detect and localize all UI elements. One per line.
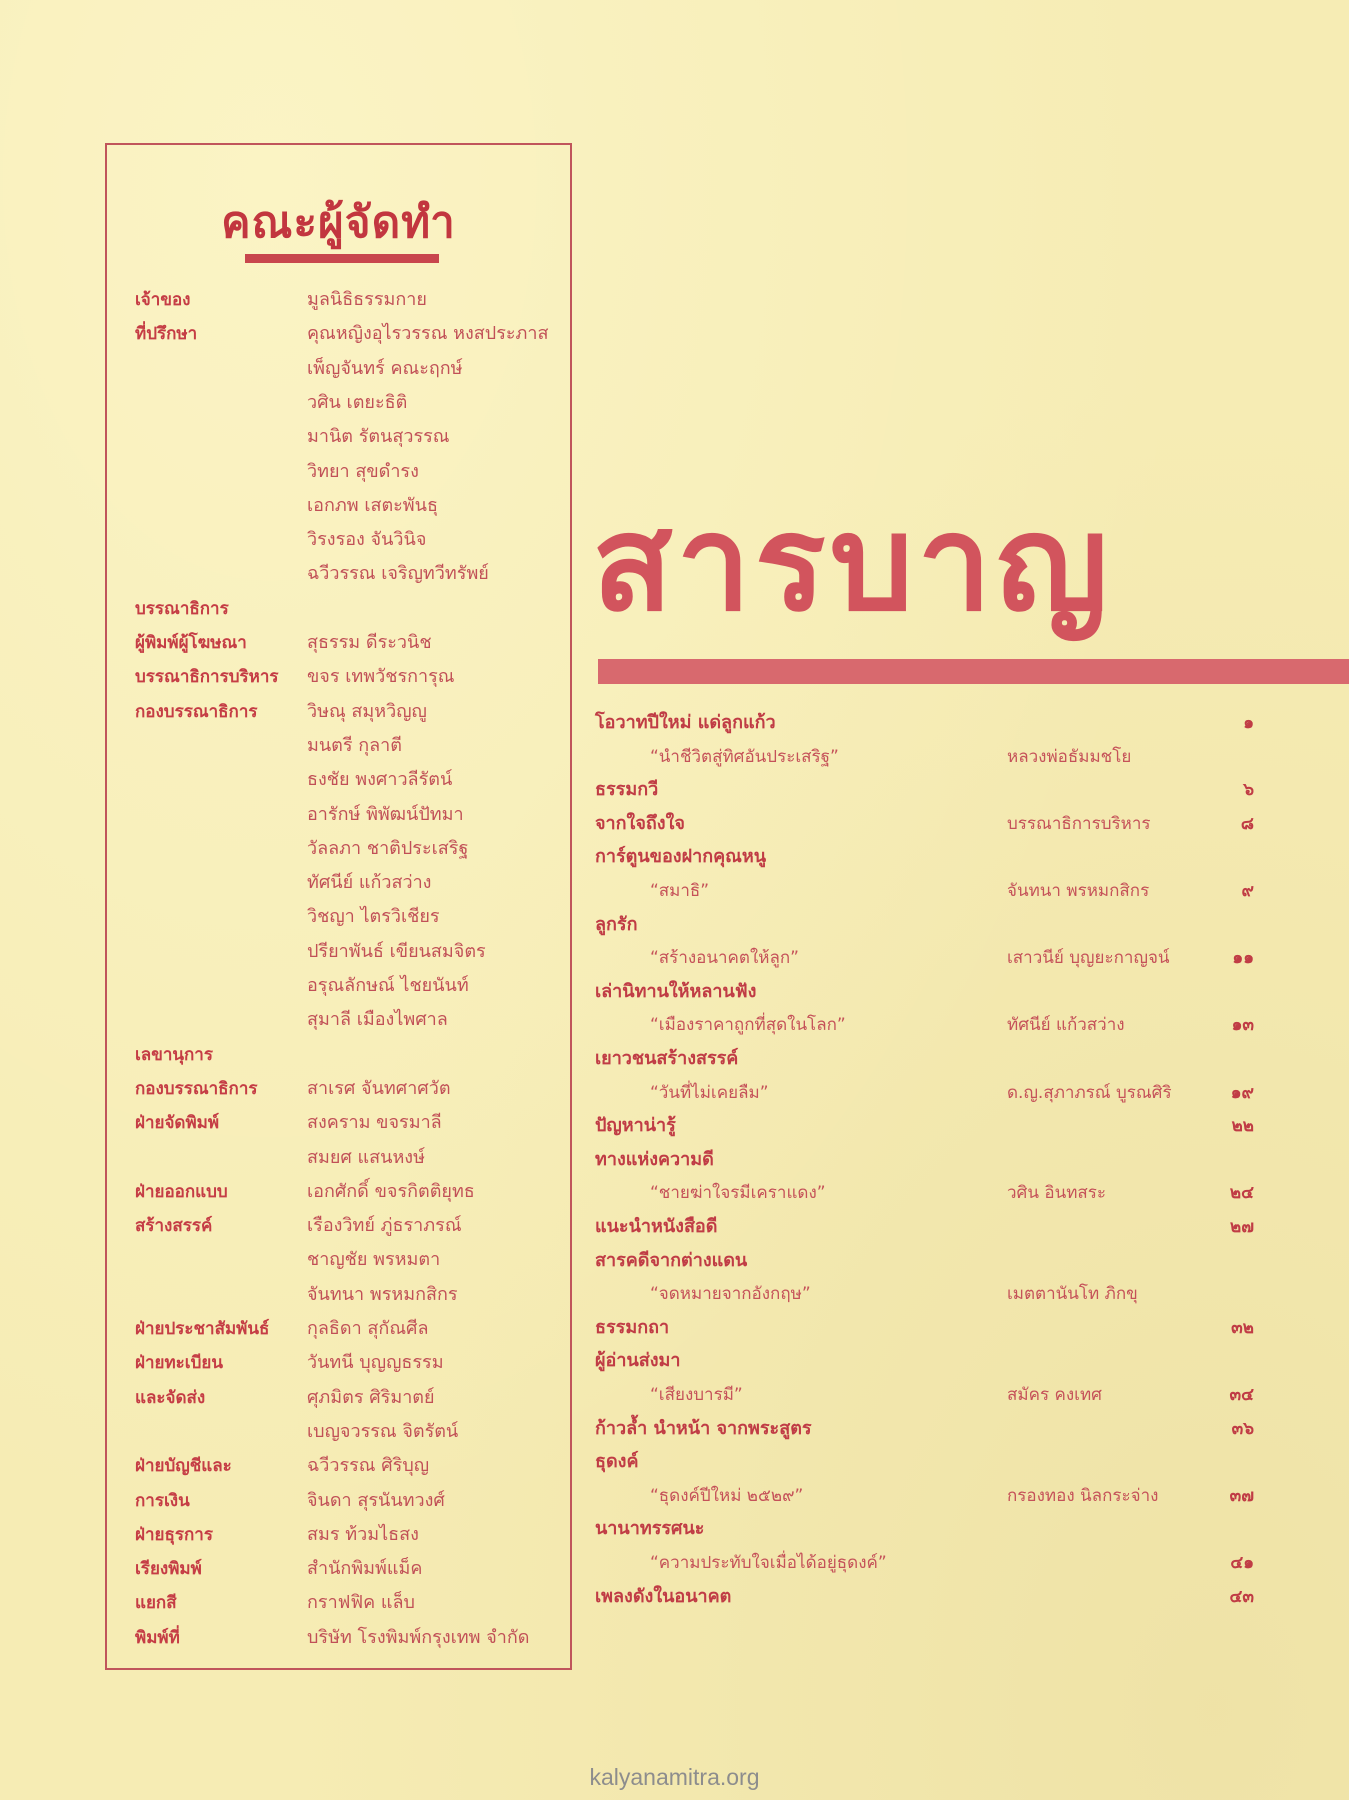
staff-name: จันทนา พรหมกสิกร [307,1283,458,1305]
staff-name: มูลนิธิธรรมกาย [307,289,427,310]
toc-row [594,1143,1254,1177]
toc-section: เล่านิทานให้หลานฟัง [595,980,757,1002]
staff-name: วัลลภา ชาติประเสริฐ [307,837,469,859]
staff-row [107,1243,570,1277]
staff-name: ฉวีวรรณ เจริญทวีทรัพย์ [307,563,489,585]
toc-row [594,1008,1254,1042]
staff-role: บรรณาธิการ [135,598,229,619]
staff-name: กราฟฟิค แล็บ [307,1592,415,1614]
staff-name: วิษณุ สมุหวิญญู [307,700,427,722]
staff-row [107,1003,570,1037]
staff-name: มานิต รัตนสุวรรณ [307,426,450,448]
staff-role: พิมพ์ที่ [135,1627,180,1648]
toc-section: ธุดงค์ [595,1451,639,1473]
staff-row [107,352,570,386]
staff-name: วิชญา ไตรวิเชียร [307,906,440,928]
toc-article: “ความประทับใจเมื่อได้อยู่ธุดงค์” [650,1553,887,1573]
toc-section: แนะนำหนังสือดี [595,1216,718,1237]
toc-row [594,840,1254,874]
toc-section: การ์ตูนของฝากคุณหนู [595,846,767,868]
staff-row [107,695,570,729]
toc-author: จันทนา พรหมกสิกร [1007,881,1150,901]
toc-row [594,1176,1254,1210]
toc-row [594,1210,1254,1244]
toc-page: ๑๙ [1230,1082,1254,1103]
toc-row [594,706,1254,740]
staff-name: อารักษ์ พิพัฒน์ปัทมา [307,803,464,825]
toc-author: สมัคร คงเทศ [1007,1385,1102,1405]
toc-page: ๒๗ [1230,1217,1254,1237]
toc-section: เยาวชนสร้างสรรค์ [595,1048,739,1069]
staff-row [107,935,570,969]
toc-row [594,1311,1254,1345]
toc-author: ด.ญ.สุภาภรณ์ บูรณศิริ [1007,1082,1172,1103]
toc-row [594,1344,1254,1378]
staff-role: เรียงพิมพ์ [135,1559,202,1580]
staff-role: กองบรรณาธิการ [135,701,258,722]
toc-section: ปัญหาน่ารู้ [595,1115,676,1137]
staff-row [107,626,570,660]
toc-page: ๔๑ [1230,1553,1254,1573]
staff-name: เอกภพ เสตะพันธุ [307,494,438,516]
staff-name: วิรงรอง จันวินิจ [307,529,427,551]
toc-section: ก้าวล้ำ นำหน้า จากพระสูตร [595,1417,812,1439]
staff-name: เรืองวิทย์ ภู่ธราภรณ์ [307,1215,462,1237]
toc-author: เมตตานันโท ภิกขุ [1007,1284,1138,1305]
toc-section: ผู้อ่านส่งมา [595,1350,681,1372]
toc-row [594,1479,1254,1513]
staff-name: เพ็ญจันทร์ คณะฤกษ์ [307,357,463,379]
toc-page: ๒๔ [1229,1183,1254,1204]
footer-watermark: kalyanamitra.org [589,1764,760,1790]
staff-row [107,1072,570,1106]
toc-row [594,1580,1254,1614]
staff-row [107,969,570,1003]
staff-row [107,866,570,900]
staff-role: ฝ่ายออกแบบ [135,1181,228,1202]
staff-title-underline [245,254,439,263]
toc-article: “ชายฆ่าใจรมีเคราแดง” [650,1183,826,1204]
toc-section: โอวาทปีใหม่ แด่ลูกแก้ว [595,712,776,733]
toc-author: เสาวนีย์ บุญยะกาญจน์ [1007,948,1170,969]
toc-author: วศิน อินทสระ [1007,1183,1107,1204]
staff-role: แยกสี [135,1593,177,1614]
toc-row [594,874,1254,908]
toc-row [594,1546,1254,1580]
staff-row [107,386,570,420]
toc-page: ๔๓ [1229,1586,1254,1607]
staff-role: ฝ่ายบัญชีและ [135,1456,232,1477]
staff-row [107,455,570,489]
staff-name: สุมาลี เมืองไพศาล [307,1009,448,1031]
toc-row [594,1244,1254,1278]
toc-section: จากใจถึงใจ [595,812,685,834]
staff-name: สมร ท้วมไธสง [307,1523,419,1545]
toc-author: หลวงพ่อธัมมชโย [1007,746,1132,767]
staff-row [107,900,570,934]
staff-row [107,832,570,866]
staff-name: มนตรี กุลาตี [307,734,402,756]
toc-section: ธรรมกวี [595,779,659,801]
toc-page: ๘ [1240,813,1254,834]
staff-role: บรรณาธิการบริหาร [135,667,279,688]
toc-page: ๑๓ [1231,1015,1254,1036]
staff-role: กองบรรณาธิการ [135,1078,258,1099]
toc-page: ๑๑ [1232,948,1254,969]
toc-row [594,1378,1254,1412]
staff-row [107,1346,570,1380]
toc-section: ธรรมกถา [595,1316,670,1338]
staff-row [107,489,570,523]
toc-author: ทัศนีย์ แก้วสว่าง [1007,1015,1125,1036]
contents-title: สารบาญ [592,490,1112,637]
toc-article: “เมืองราคาถูกที่สุดในโลก” [650,1015,846,1036]
toc-row [594,740,1254,774]
toc-row [594,773,1254,807]
staff-role: ที่ปรึกษา [135,324,198,345]
toc-row [594,975,1254,1009]
staff-name: ฉวีวรรณ ศิริบุญ [307,1455,430,1477]
staff-row [107,1518,570,1552]
staff-name: ชาญชัย พรหมตา [307,1249,441,1271]
contents-title-bar [598,659,1349,684]
toc-page: ๙ [1241,881,1254,901]
toc-page: ๓๒ [1231,1317,1254,1338]
staff-row [107,1209,570,1243]
staff-row [107,1484,570,1518]
staff-name: วันทนี บุญญธรรม [307,1352,444,1374]
toc-page: ๒๒ [1231,1116,1254,1137]
toc-row [594,908,1254,942]
toc-row [594,807,1254,841]
toc-author: กรองทอง นิลกระจ่าง [1007,1485,1159,1506]
staff-row [107,1415,570,1449]
staff-row [107,317,570,351]
staff-row [107,798,570,832]
staff-name: ขจร เทพวัชรการุณ [307,666,455,688]
staff-role: ฝ่ายประชาสัมพันธ์ [135,1319,270,1339]
staff-row [107,1106,570,1140]
staff-row [107,1449,570,1483]
toc-row [594,1445,1254,1479]
staff-name: คุณหญิงอุไรวรรณ หงสประภาส [307,323,549,345]
staff-role: ฝ่ายจัดพิมพ์ [135,1113,220,1134]
staff-name: ทัศนีย์ แก้วสว่าง [307,872,432,894]
staff-name: จินดา สุรนันทวงศ์ [307,1489,445,1511]
toc-row [594,1076,1254,1110]
staff-name: สมยศ แสนหงษ์ [307,1146,425,1168]
staff-name: ปรียาพันธ์ เขียนสมจิตร [307,940,486,962]
toc-article: “นำชีวิตสู่ทิศอันประเสริฐ” [650,746,839,767]
staff-role: ฝ่ายทะเบียน [135,1353,223,1374]
staff-row [107,1621,570,1655]
staff-role: สร้างสรรค์ [135,1216,213,1237]
toc-row [594,1412,1254,1446]
staff-row [107,1141,570,1175]
toc-article: “จดหมายจากอังกฤษ” [650,1284,811,1305]
toc-page: ๓๗ [1229,1485,1254,1506]
staff-name: เบญจวรรณ จิตรัตน์ [307,1420,459,1442]
staff-name: วศิน เตยะธิติ [307,391,408,413]
editorial-staff-box [105,143,572,1670]
toc-article: “เสียงบารมี” [650,1385,743,1405]
toc-row [594,941,1254,975]
toc-page: ๑ [1243,713,1254,733]
staff-title: คณะผู้จัดทำ [221,197,456,248]
staff-role: ผู้พิมพ์ผู้โฆษณา [135,633,247,653]
toc-article: “ธุดงค์ปีใหม่ ๒๕๒๙” [650,1485,804,1506]
staff-row [107,523,570,557]
staff-name: ศุภมิตร ศิริมาตย์ [307,1386,435,1408]
staff-name: อรุณลักษณ์ ไชยนันท์ [307,975,469,996]
staff-row [107,729,570,763]
staff-role: ฝ่ายธุรการ [135,1524,213,1545]
staff-name: สุธรรม ดีระวนิช [307,632,432,653]
staff-row [107,592,570,626]
toc-article: “สมาธิ” [650,881,710,901]
toc-row [594,1512,1254,1546]
staff-role: เลขานุการ [135,1044,213,1065]
staff-name: สาเรศ จันทศาศวัต [307,1077,451,1099]
staff-name: ธงชัย พงศาวลีรัตน์ [307,769,453,791]
toc-row [594,1042,1254,1076]
toc-page: ๓๔ [1229,1385,1254,1405]
staff-row [107,660,570,694]
toc-page: ๓๖ [1231,1418,1254,1439]
toc-author: บรรณาธิการบริหาร [1007,813,1151,834]
toc-section: ทางแห่งความดี [595,1148,714,1170]
staff-row [107,763,570,797]
toc-section: นานาทรรศนะ [595,1518,705,1540]
toc-row [594,1109,1254,1143]
toc-section: ลูกรัก [595,913,638,935]
staff-row [107,1381,570,1415]
staff-row [107,1175,570,1209]
staff-name: วิทยา สุขดำรง [307,460,419,482]
staff-role: เจ้าของ [135,290,191,310]
staff-row [107,1038,570,1072]
toc-section: สารคดีจากต่างแดน [595,1249,748,1271]
toc-page: ๖ [1243,780,1254,801]
toc-row [594,1277,1254,1311]
staff-row [107,1586,570,1620]
toc-article: “สร้างอนาคตให้ลูก” [650,948,799,969]
staff-row [107,420,570,454]
staff-name: สงคราม ขจรมาลี [307,1112,442,1134]
staff-row [107,283,570,317]
toc-section: เพลงดังในอนาคต [595,1585,732,1607]
staff-name: บริษัท โรงพิมพ์กรุงเทพ จำกัด [307,1626,530,1648]
staff-row [107,1278,570,1312]
toc-article: “วันที่ไม่เคยลืม” [650,1082,769,1103]
staff-name: เอกศักดิ์ ขจรกิตติยุทธ [307,1180,475,1202]
staff-row [107,1552,570,1586]
staff-role: และจัดส่ง [135,1387,206,1408]
staff-role: การเงิน [135,1490,190,1511]
staff-row [107,557,570,591]
staff-name: กุลธิดา สุกัณศีล [307,1318,429,1339]
staff-name: สำนักพิมพ์แม็ค [307,1558,423,1580]
staff-row [107,1312,570,1346]
